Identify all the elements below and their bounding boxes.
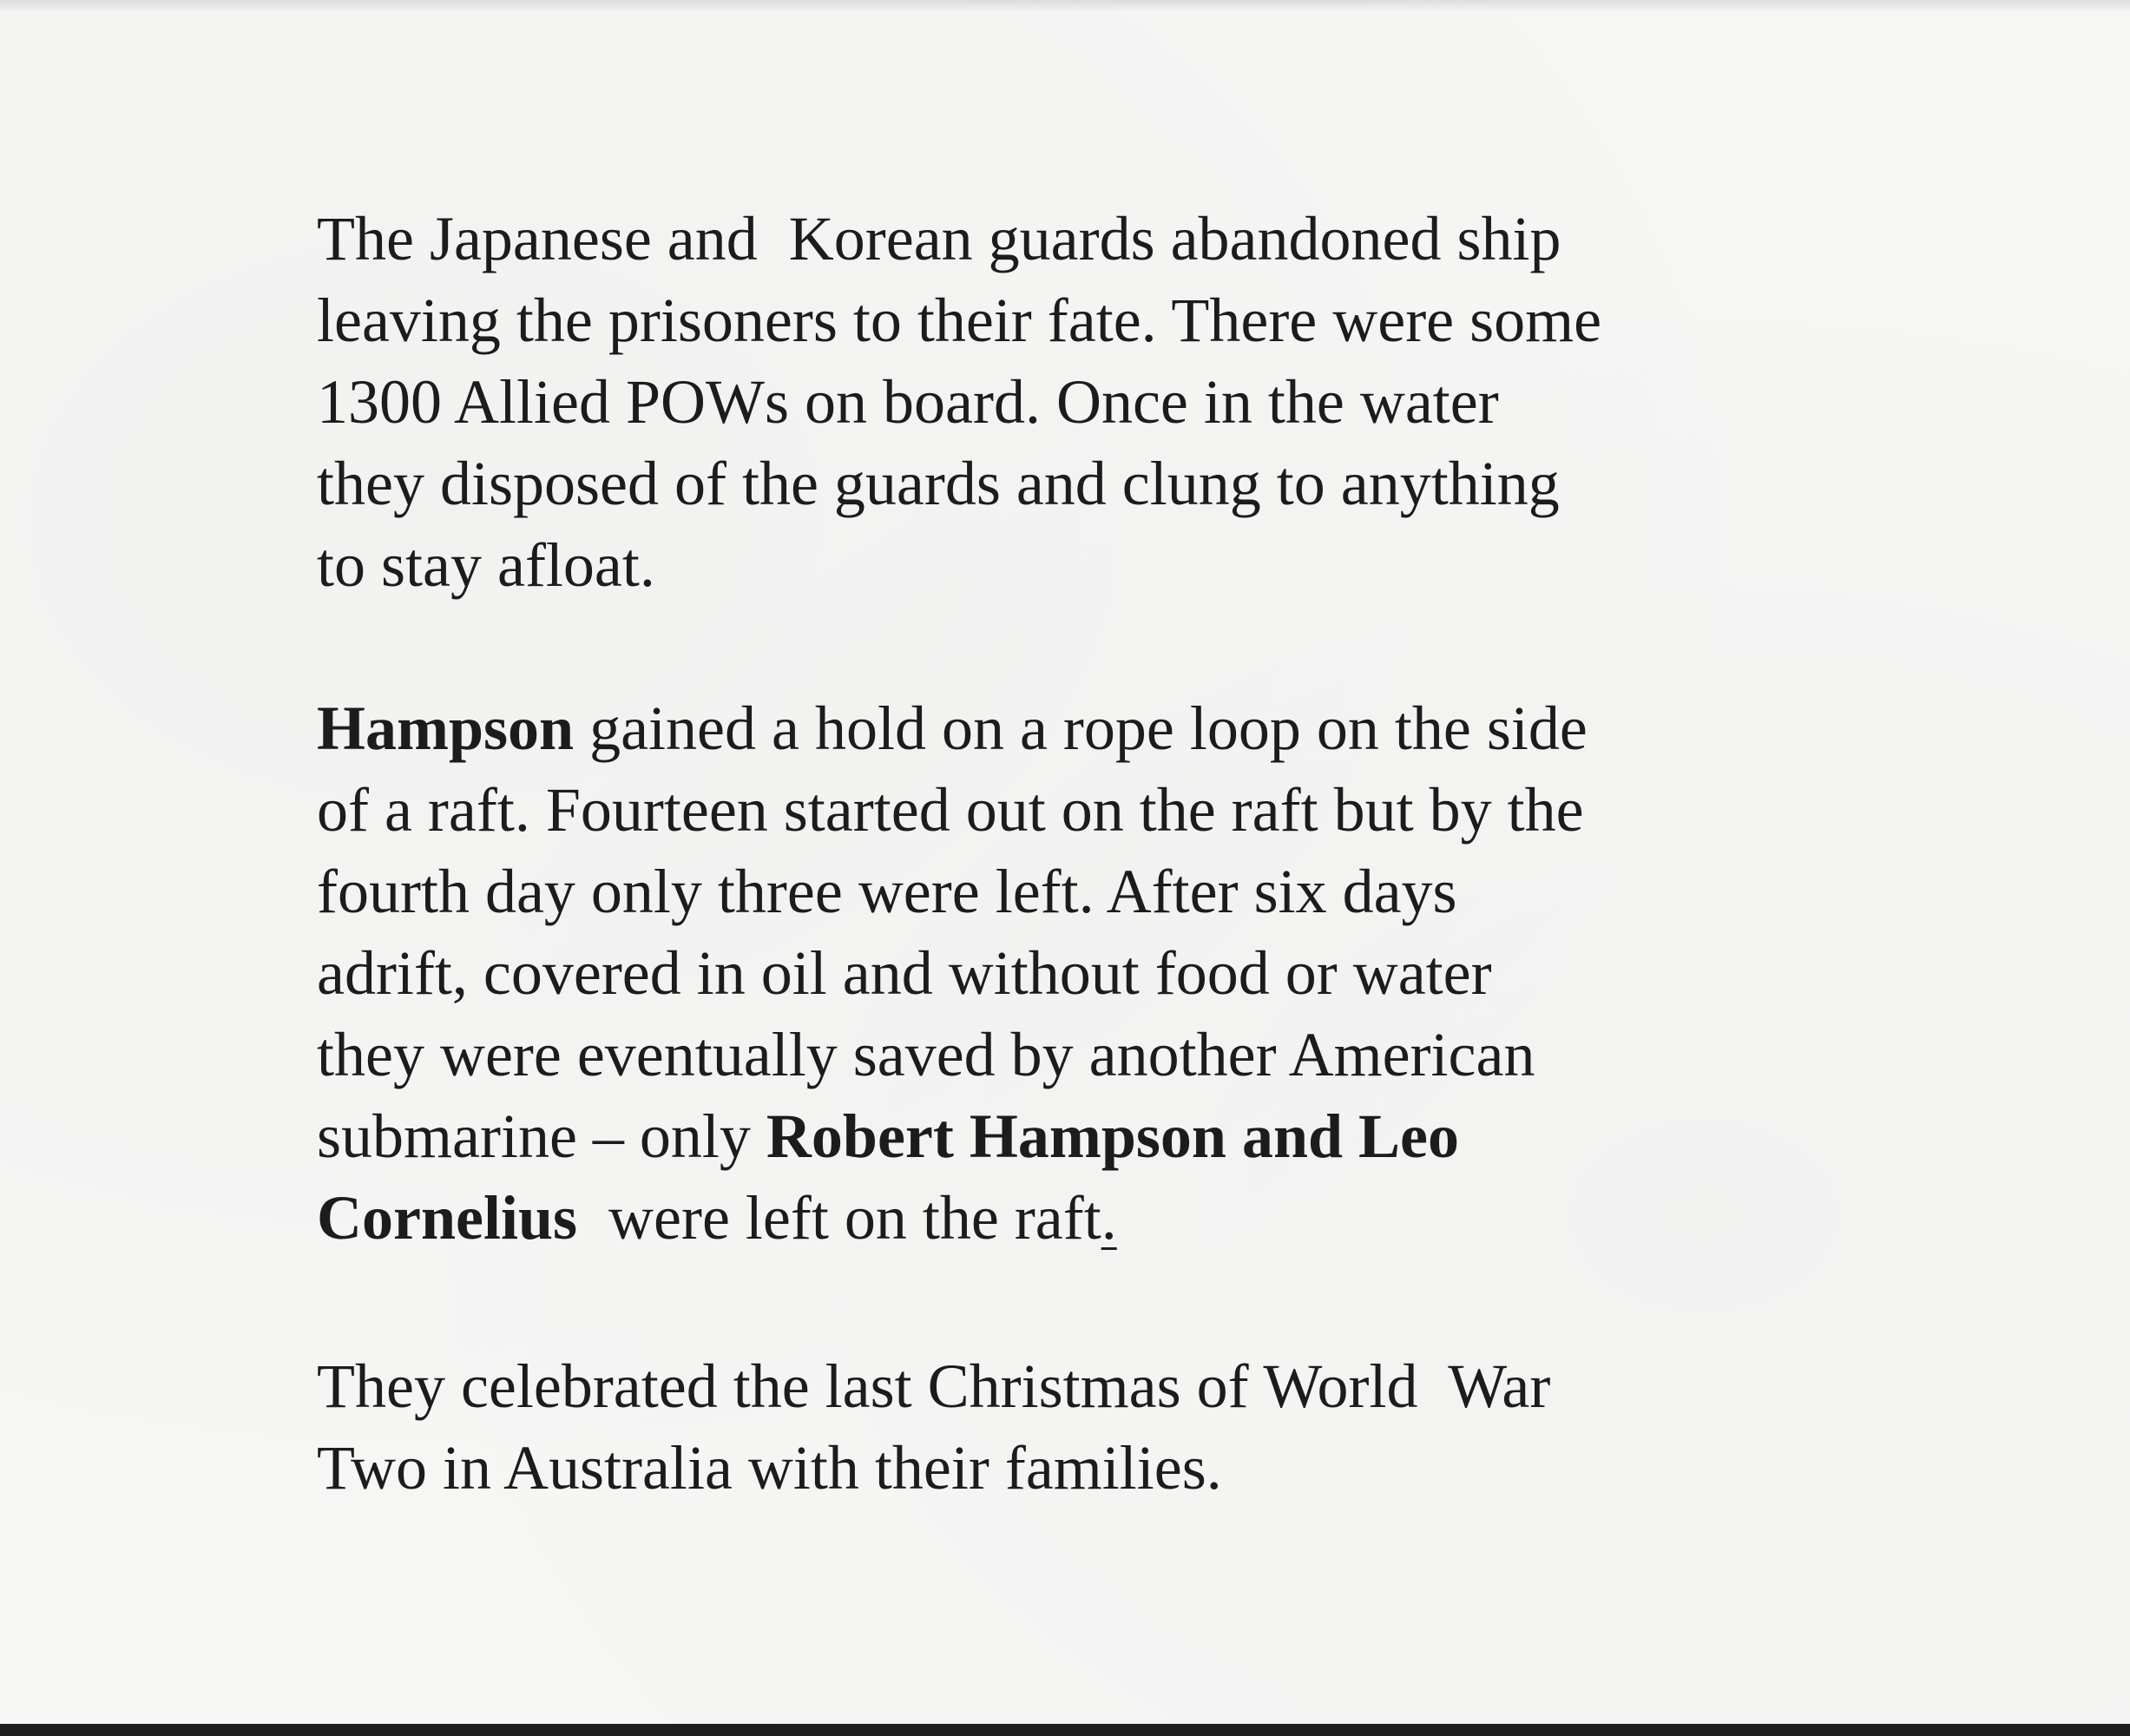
scan-bottom-edge <box>0 1724 2130 1736</box>
text-line: of a raft. Fourteen started out on the raft but by the <box>317 775 1584 845</box>
paragraph-spacer <box>317 1259 1810 1345</box>
text-line <box>317 687 1810 769</box>
scan-top-shadow <box>0 0 2130 12</box>
bold-name: Hampson <box>317 694 575 763</box>
text-line: They celebrated the last Christmas of World War <box>317 1351 1551 1421</box>
text-line: fourth day only three were left. After six days <box>317 857 1457 926</box>
text-line: they disposed of the guards and clung to anything <box>317 449 1560 518</box>
underlined-period: . <box>1101 1183 1117 1253</box>
text-line <box>317 1177 1810 1259</box>
text-line: The Japanese and Korean guards abandoned ship <box>317 204 1561 273</box>
text-run: gained a hold on a rope loop on the side <box>574 694 1588 763</box>
text-line: Two in Australia with their families. <box>317 1433 1222 1503</box>
paragraph-spacer <box>317 606 1810 687</box>
text-run: submarine – only <box>317 1101 766 1171</box>
text-line: adrift, covered in oil and without food or water <box>317 938 1492 1008</box>
text-run: were left on the raft <box>577 1183 1101 1253</box>
text-line <box>317 1095 1810 1177</box>
paragraph-raft <box>317 687 1810 1259</box>
bold-name: Robert Hampson and Leo <box>766 1101 1460 1171</box>
paragraph-abandoned-ship <box>317 198 1810 606</box>
text-line: to stay afloat. <box>317 530 655 600</box>
text-line: they were eventually saved by another American <box>317 1020 1535 1089</box>
text-line: leaving the prisoners to their fate. There were some <box>317 286 1602 355</box>
bold-name: Cornelius <box>317 1183 578 1253</box>
text-line: 1300 Allied POWs on board. Once in the water <box>317 367 1499 437</box>
paragraph-christmas <box>317 1345 1810 1509</box>
document-body <box>317 198 1810 1509</box>
